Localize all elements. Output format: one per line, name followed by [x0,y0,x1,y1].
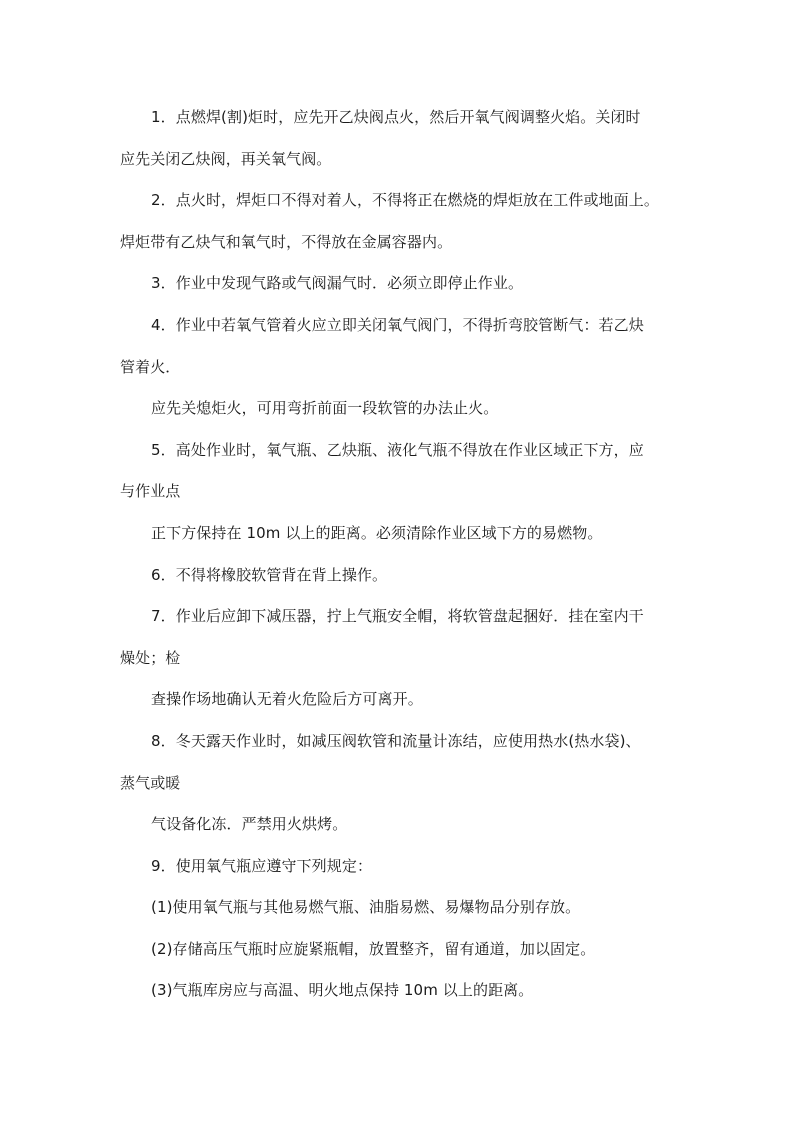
text-line: 应先关熄炬火，可用弯折前面一段软管的办法止火。 [151,399,499,418]
text-line: 应先关闭乙炔阀，再关氧气阀。 [120,149,332,168]
text-line: 7．作业后应卸下减压器，拧上气瓶安全帽，将软管盘起捆好．挂在室内干 [151,607,644,626]
text-line: 气设备化冻．严禁用火烘烤。 [151,815,348,834]
text-line: (2)存储高压气瓶时应旋紧瓶帽，放置整齐，留有通道，加以固定。 [151,939,596,958]
text-line: 正下方保持在 10m 以上的距离。必须清除作业区域下方的易燃物。 [151,523,603,542]
text-line: 焊炬带有乙炔气和氧气时，不得放在金属容器内。 [120,232,453,251]
text-line: (1)使用氧气瓶与其他易燃气瓶、油脂易燃、易爆物品分别存放。 [151,898,581,917]
text-line: 管着火． [120,357,181,376]
text-line: 查操作场地确认无着火危险后方可离开。 [151,690,423,709]
text-line: 4．作业中若氧气管着火应立即关闭氧气阀门，不得折弯胶管断气：若乙炔 [151,315,644,334]
text-line: 5．高处作业时，氧气瓶、乙炔瓶、液化气瓶不得放在作业区域正下方，应 [151,440,644,459]
text-line: 燥处；检 [120,648,181,667]
text-line: 6．不得将橡胶软管背在背上操作。 [151,565,388,584]
text-line: 1．点燃焊(割)炬时，应先开乙炔阀点火，然后开氧气阀调整火焰。关闭时 [151,108,641,126]
text-line: 3．作业中发现气路或气阀漏气时．必须立即停止作业。 [151,274,524,293]
text-line: 8．冬天露天作业时，如减压阀软管和流量计冻结，应使用热水(热水袋)、 [151,731,641,750]
text-line: 蒸气或暖 [120,773,181,792]
text-line: 2．点火时，焊炬口不得对着人，不得将正在燃烧的焊炬放在工件或地面上。 [151,191,659,210]
text-line: 9．使用氧气瓶应遵守下列规定： [151,856,373,875]
text-line: 与作业点 [120,482,181,501]
document-body [120,97,680,1012]
text-line: (3)气瓶库房应与高温、明火地点保持 10m 以上的距离。 [151,981,534,1000]
